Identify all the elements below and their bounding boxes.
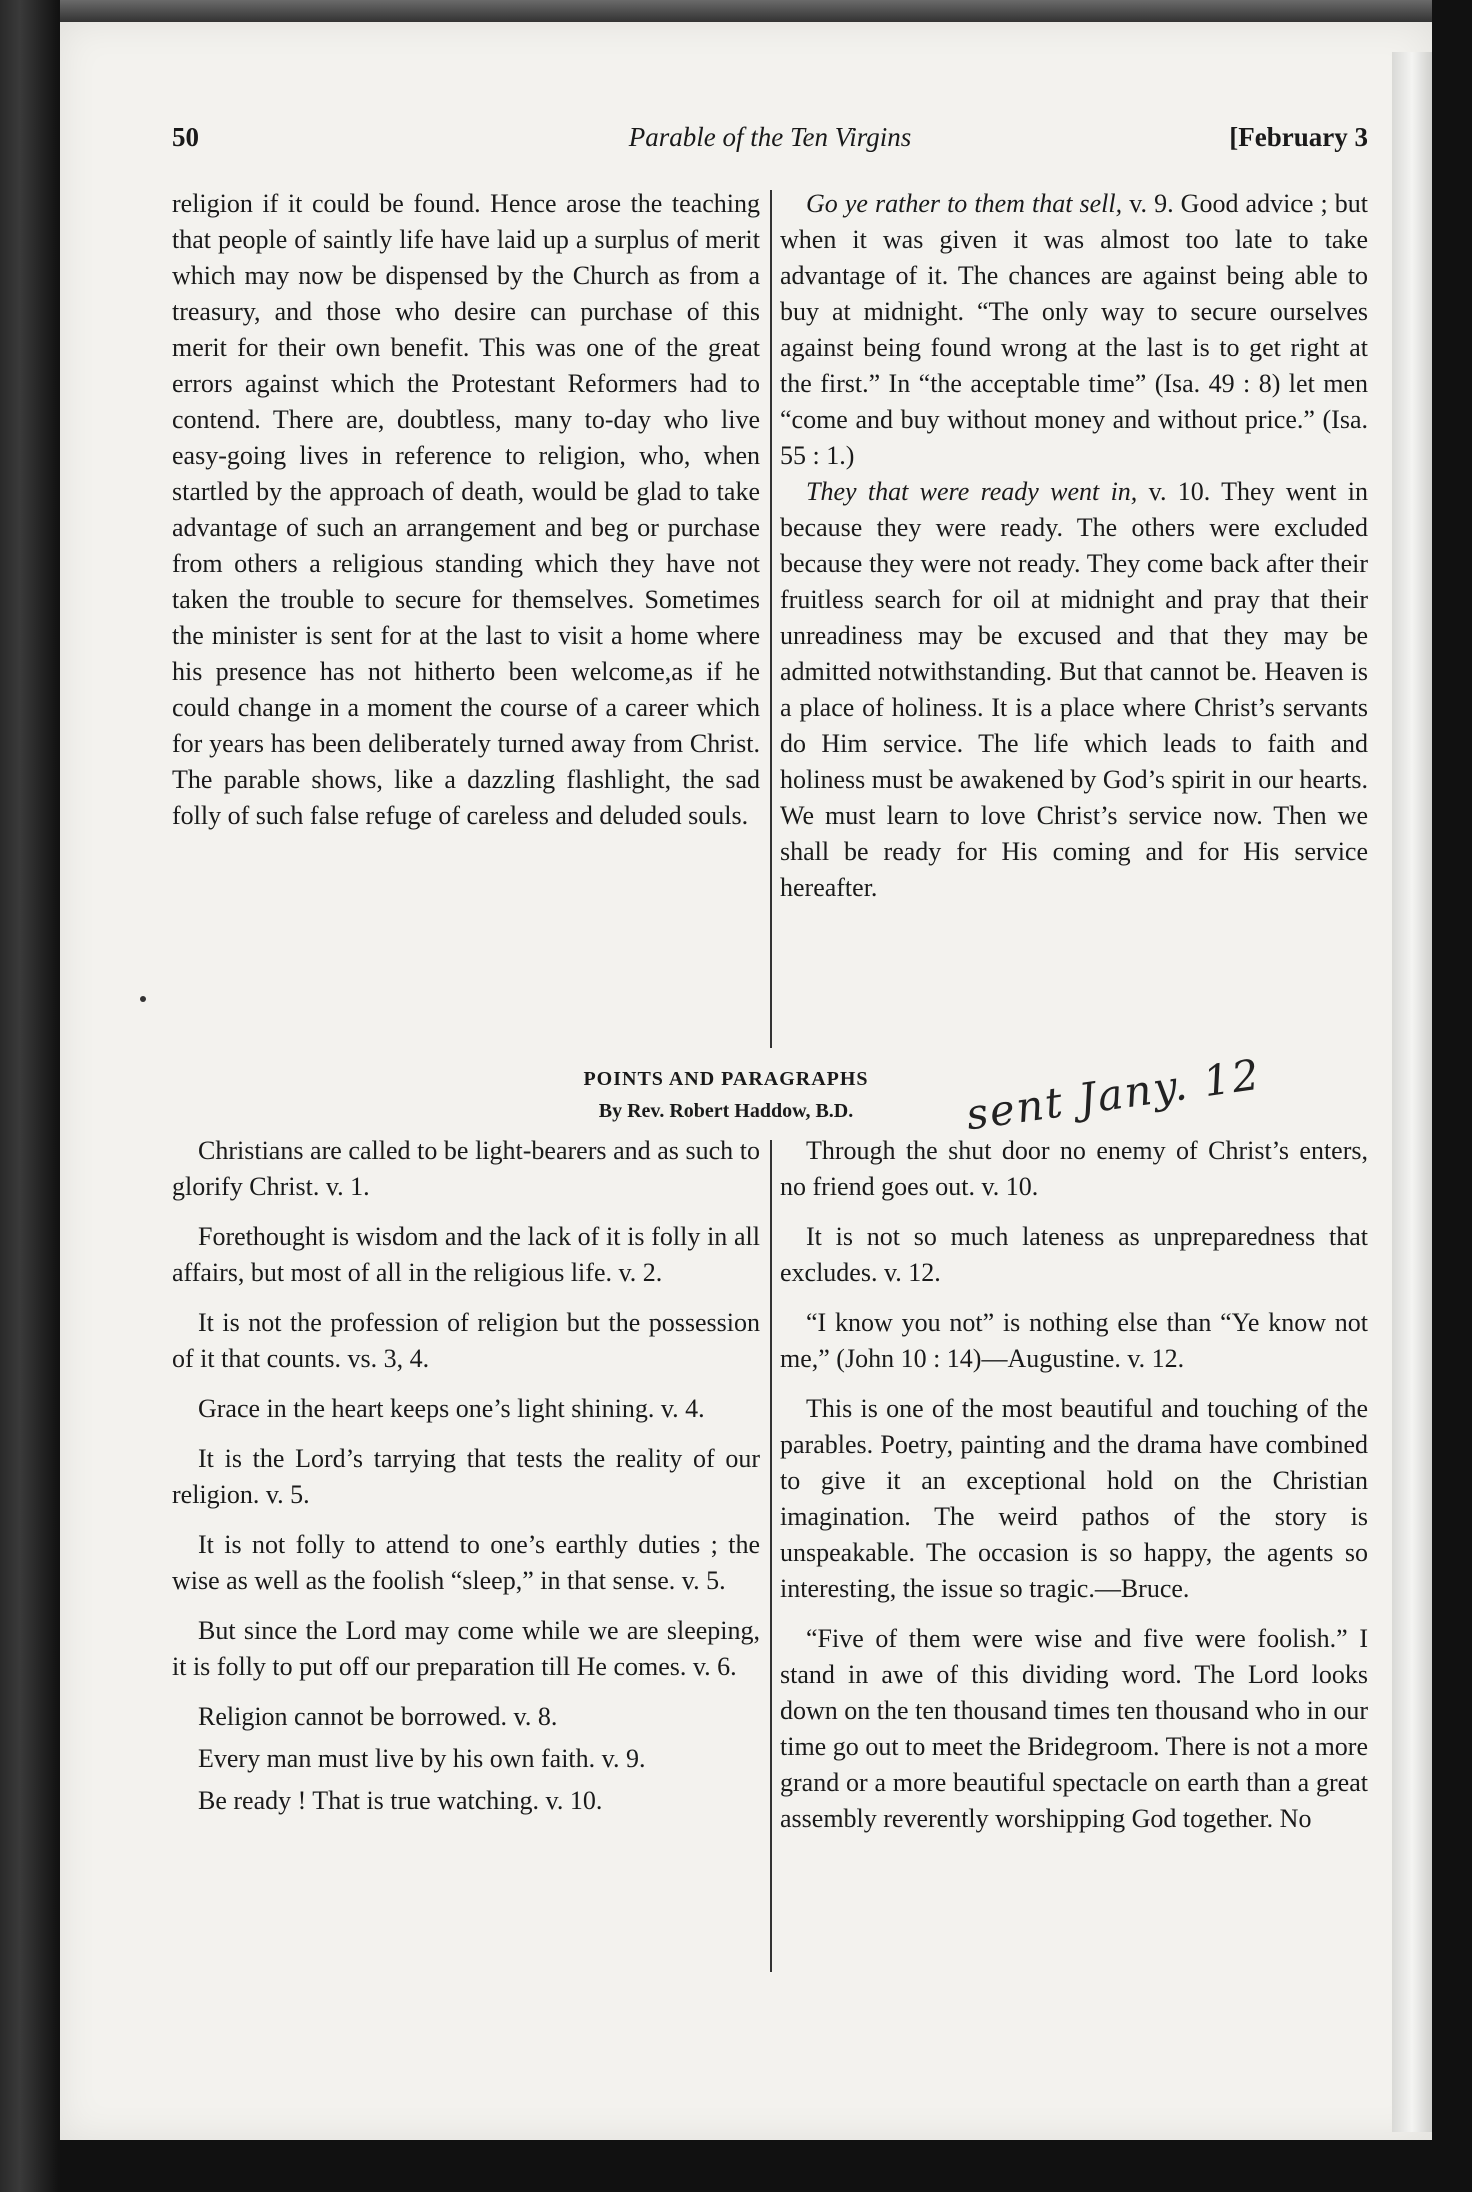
point-item: Christians are called to be light-bearers and as such to glorify Christ. v. 1. — [172, 1136, 760, 1201]
point-item: Be ready ! That is true watching. v. 10. — [198, 1786, 603, 1815]
point-item: “Five of them were wise and five were foolish.” I stand in awe of this dividing word. The Lord looks down on the ten thousand times ten thousand who in our time go out to meet the Bridegroom. There is not a more grand or a more beautiful spectacle on earth than a great assembly reverently worshipping God together. No — [780, 1624, 1368, 1833]
point-item: It is not so much lateness as unpreparedness that excludes. v. 12. — [780, 1222, 1368, 1287]
left-column-bottom — [172, 1133, 760, 1825]
paragraph-lead: They that were ready went in, — [806, 477, 1138, 506]
column-divider — [770, 190, 772, 1048]
left-column-top — [172, 186, 760, 834]
running-title: Parable of the Ten Virgins — [628, 122, 912, 152]
point-item: But since the Lord may come while we are sleeping, it is folly to put off our preparation till He comes. v. 6. — [172, 1616, 760, 1681]
right-column-top — [780, 186, 1368, 906]
right-column-bottom — [780, 1133, 1368, 1851]
point-item: Forethought is wisdom and the lack of it is folly in all affairs, but most of all in the religious life. v. 2. — [172, 1222, 760, 1287]
point-item: Religion cannot be borrowed. v. 8. — [198, 1702, 558, 1731]
point-item: It is not the profession of religion but the possession of it that counts. vs. 3, 4. — [172, 1308, 760, 1373]
section-title: POINTS AND PARAGRAPHS — [583, 1068, 869, 1090]
scan-top-edge — [60, 0, 1432, 24]
page-number: 50 — [172, 122, 199, 152]
paragraph-text: v. 9. Good advice ; but when it was given it was almost too late to take advantage of it. The chances are against being able to buy at midnight. “The only way to secure ourselves against being found wrong at the last is to get right at the first.” In “the acceptable time” (Isa. 49 : 8) let men “come and buy without money and without price.” (Isa. 55 : 1.) — [780, 189, 1368, 470]
page-edge — [1392, 52, 1432, 2132]
header-date: [February 3 — [1229, 122, 1368, 152]
paragraph-text: v. 10. They went in because they were ready. The others were excluded because they were not ready. They come back after their fruitless search for oil at midnight and pray that their unreadiness may be excused and that they may be admitted notwithstanding. But that cannot be. Heaven is a place of holiness. It is a place where Christ’s servants do Him service. The life which leads to faith and holiness must be awakened by God’s spirit in our hearts. We must learn to love Christ’s service now. Then we shall be ready for His coming and for His service hereafter. — [780, 477, 1368, 902]
column-divider — [770, 1140, 772, 1972]
point-item: “I know you not” is nothing else than “Ye know not me,” (John 10 : 14)—Augustine. v. 12. — [780, 1308, 1368, 1373]
paragraph — [780, 186, 1368, 474]
paragraph — [780, 474, 1368, 906]
point-item: It is not folly to attend to one’s earthly duties ; the wise as well as the foolish “sleep,” in that sense. v. 5. — [172, 1530, 760, 1595]
point-item: Through the shut door no enemy of Christ’s enters, no friend goes out. v. 10. — [780, 1136, 1368, 1201]
section-author: By Rev. Robert Haddow, B.D. — [598, 1100, 854, 1122]
point-item: It is the Lord’s tarrying that tests the reality of our religion. v. 5. — [172, 1444, 760, 1509]
ink-speck — [140, 996, 146, 1002]
page-header — [172, 122, 1368, 162]
point-item: Every man must live by his own faith. v. 9. — [198, 1744, 646, 1773]
paragraph: religion if it could be found. Hence arose the teaching that people of saintly life have laid up a surplus of merit which may now be dispensed by the Church as from a treasury, and those who desire can purchase of this merit for their own benefit. This was one of the great errors against which the Protestant Reformers had to contend. There are, doubtless, many to-day who live easy-going lives in reference to religion, who, when startled by the approach of death, would be glad to take advantage of such an arrangement and beg or purchase from others a religious standing which they have not taken the trouble to secure for themselves. Sometimes the minister is sent for at the last to visit a home where his presence has not hitherto been welcome,as if he could change in a moment the course of a career which for years has been deliberately turned away from Christ. The parable shows, like a dazzling flashlight, the sad folly of such false refuge of careless and deluded souls. — [172, 189, 760, 830]
point-item: This is one of the most beautiful and touching of the parables. Poetry, painting and the drama have combined to give it an exceptional hold on the Christian imagination. The weird pathos of the story is unspeakable. The occasion is so happy, the agents so interesting, the issue so tragic.—Bruce. — [780, 1394, 1368, 1603]
handwritten-note: sent Jany. 12 — [963, 1049, 1264, 1140]
paragraph-lead: Go ye rather to them that sell, — [806, 189, 1123, 218]
point-item: Grace in the heart keeps one’s light shining. v. 4. — [198, 1394, 705, 1423]
